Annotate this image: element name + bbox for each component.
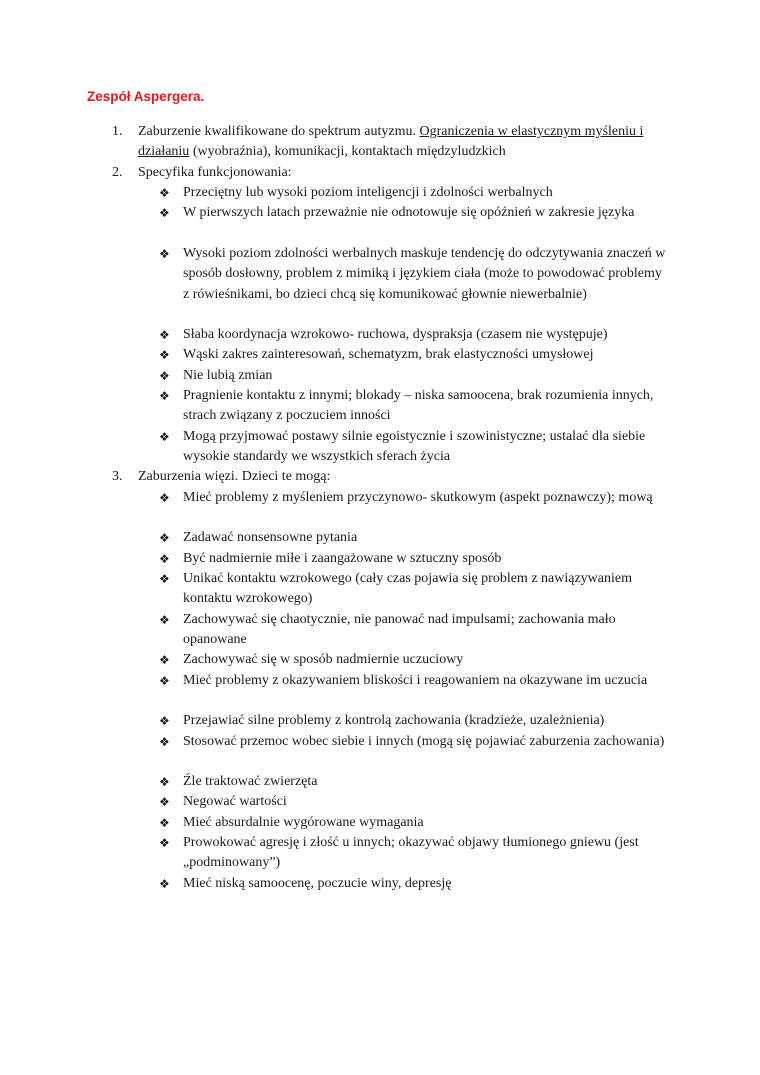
bullet-icon: ❖ — [159, 877, 170, 891]
list-item-text: Mogą przyjmować postawy silnie egoistycznie i szowinistyczne; ustalać dla siebie wysokie standardy we wszystkich sferach życia — [183, 429, 646, 465]
bullet-icon: ❖ — [159, 795, 170, 809]
bullet-icon: ❖ — [159, 491, 170, 505]
bullet-icon: ❖ — [159, 552, 170, 566]
list-item-text: Mieć problemy z myśleniem przyczynowo- skutkowym (aspekt poznawczy); mową — [183, 490, 653, 505]
bullet-icon: ❖ — [159, 348, 170, 362]
section-text-rest: (wyobraźnia), komunikacji, kontaktach międzyludzkich — [189, 144, 506, 160]
section-text-plain: Zaburzenie kwalifikowane do spektrum autyzmu. — [138, 124, 420, 139]
bullet-icon: ❖ — [159, 247, 170, 261]
list-item-text: Nie lubią zmian — [183, 368, 273, 383]
section-text: Specyfika funkcjonowania: — [138, 165, 292, 180]
bullet-icon: ❖ — [159, 816, 170, 830]
list-item-text: Unikać kontaktu wzrokowego (cały czas pojawia się problem z nawiązywaniem kontaktu wzrokowego) — [183, 571, 632, 607]
bullet-icon: ❖ — [159, 369, 170, 383]
list-item-text: Mieć problemy z okazywaniem bliskości i reagowaniem na okazywane im uczucia — [183, 673, 648, 688]
list-item-text: Negować wartości — [183, 794, 287, 809]
list-item-text: W pierwszych latach przeważnie nie odnotowuje się opóźnień w zakresie języka — [183, 205, 635, 220]
bullet-icon: ❖ — [159, 328, 170, 342]
bullet-icon: ❖ — [159, 674, 170, 688]
section-text: Zaburzenia więzi. Dzieci te mogą: — [138, 469, 331, 484]
list-item-text: Mieć absurdalnie wygórowane wymagania — [183, 815, 424, 830]
bullet-icon: ❖ — [159, 653, 170, 667]
bullet-icon: ❖ — [159, 206, 170, 220]
list-item-text: Słaba koordynacja wzrokowo- ruchowa, dyspraksja (czasem nie występuje) — [183, 327, 608, 342]
list-item-text: Zachowywać się w sposób nadmiernie uczuciowy — [183, 652, 464, 667]
list-item-text: Przejawiać silne problemy z kontrolą zachowania (kradzieże, uzależnienia) — [183, 713, 605, 728]
section-text — [138, 122, 658, 163]
list-item-text: Mieć niską samoocenę, poczucie winy, depresję — [183, 876, 452, 891]
bullet-icon: ❖ — [159, 613, 170, 627]
list-item-text: Stosować przemoc wobec siebie i innych (mogą się pojawiać zaburzenia zachowania) — [183, 734, 665, 749]
list-item-text: Zachowywać się chaotycznie, nie panować nad impulsami; zachowania mało opanowane — [183, 612, 616, 648]
bullet-icon: ❖ — [159, 735, 170, 749]
bullet-icon: ❖ — [159, 389, 170, 403]
list-item-text: Przeciętny lub wysoki poziom inteligencji i zdolności werbalnych — [183, 185, 553, 200]
bullet-icon: ❖ — [159, 775, 170, 789]
section-number: 2. — [112, 165, 123, 180]
list-item-text: Być nadmiernie miłe i zaangażowane w sztuczny sposób — [183, 551, 502, 566]
list-item-text: Źle traktować zwierzęta — [183, 774, 318, 789]
bullet-icon: ❖ — [159, 186, 170, 200]
document-title: Zespół Aspergera. — [87, 89, 205, 104]
bullet-icon: ❖ — [159, 572, 170, 586]
bullet-icon: ❖ — [159, 714, 170, 728]
list-item-text: Prowokować agresję i złość u innych; okazywać objawy tłumionego gniewu (jest „podminowany”) — [183, 835, 639, 871]
bullet-icon: ❖ — [159, 430, 170, 444]
list-item-text: Wąski zakres zainteresowań, schematyzm, brak elastyczności umysłowej — [183, 347, 594, 362]
bullet-icon: ❖ — [159, 836, 170, 850]
section-number: 1. — [112, 124, 123, 139]
list-item-text: Pragnienie kontaktu z innymi; blokady – niska samoocena, brak rozumienia innych, strach związany z poczuciem inności — [183, 388, 654, 424]
list-item-text: Zadawać nonsensowne pytania — [183, 530, 358, 545]
section-number: 3. — [112, 469, 123, 484]
section-text-underlined: Ograniczenia w elastycznym myśleniu i działaniu — [138, 124, 644, 160]
list-item-text: Wysoki poziom zdolności werbalnych maskuje tendencję do odczytywania znaczeń w sposób dosłowny, problem z mimiką i językiem ciała (może to powodować problemy z rówieśnikami, bo dzieci chcą się komunikować głownie niewerbalnie) — [183, 246, 666, 302]
bullet-icon: ❖ — [159, 531, 170, 545]
